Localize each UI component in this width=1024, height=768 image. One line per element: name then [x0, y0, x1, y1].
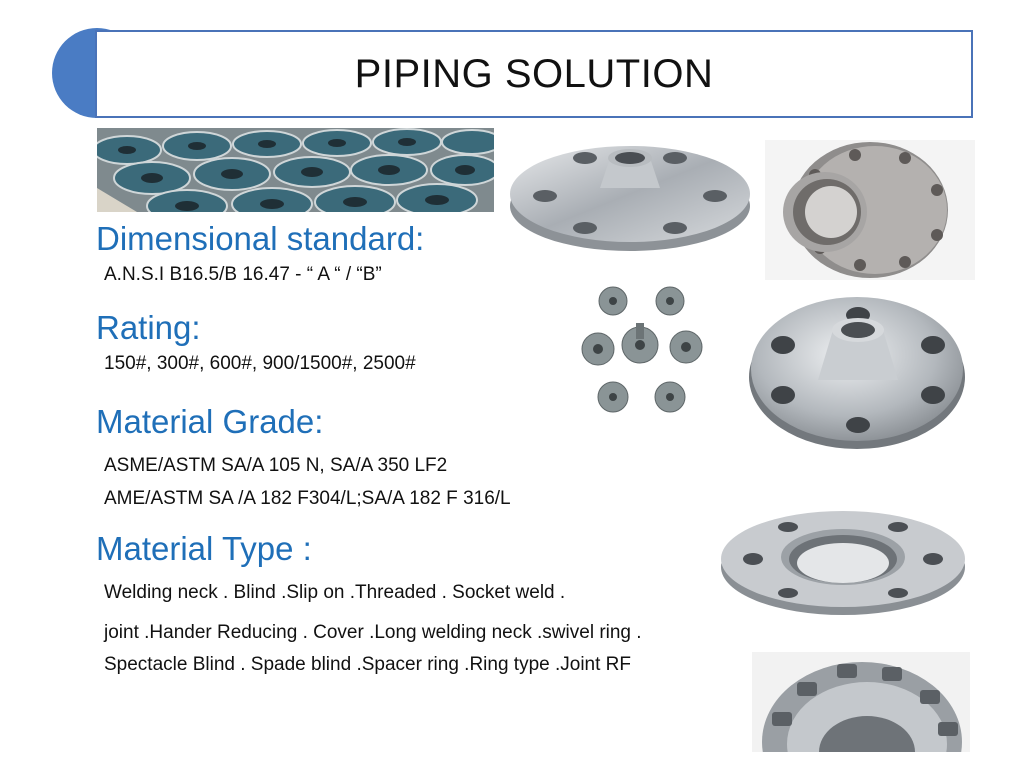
rating-line: 150#, 300#, 600#, 900/1500#, 2500#	[104, 353, 416, 374]
material-type-heading: Material Type :	[96, 530, 312, 567]
slide-title: PIPING SOLUTION	[354, 51, 714, 96]
weld-neck-flange-photo	[505, 128, 755, 253]
material-grade-line: ASME/ASTM SA/A 105 N, SA/A 350 LF2	[104, 455, 448, 476]
material-type-line: Welding neck . Blind .Slip on .Threaded . Socket weld .	[104, 582, 566, 603]
weld-neck-flange-large-photo	[738, 285, 976, 453]
material-type-line: joint .Hander Reducing . Cover .Long welding neck .swivel ring .	[104, 622, 642, 643]
bolted-flange-joint-photo	[752, 652, 970, 752]
dimensional-standard-heading: Dimensional standard:	[96, 220, 425, 257]
material-grade-line: AME/ASTM SA /A 182 F304/L;SA/A 182 F 316/L	[104, 488, 511, 509]
stacked-flanges-photo	[97, 128, 494, 212]
small-flanges-group-photo	[578, 283, 713, 418]
threaded-flange-photo	[718, 505, 968, 617]
rating-heading: Rating:	[96, 309, 201, 346]
title-box	[95, 30, 973, 118]
material-type-line: Spectacle Blind . Spade blind .Spacer ring .Ring type .Joint RF	[104, 654, 632, 675]
lap-joint-flange-photo	[765, 140, 975, 280]
dimensional-standard-line: A.N.S.I B16.5/B 16.47 - “ A “ / “B”	[104, 264, 382, 285]
material-grade-heading: Material Grade:	[96, 403, 324, 440]
